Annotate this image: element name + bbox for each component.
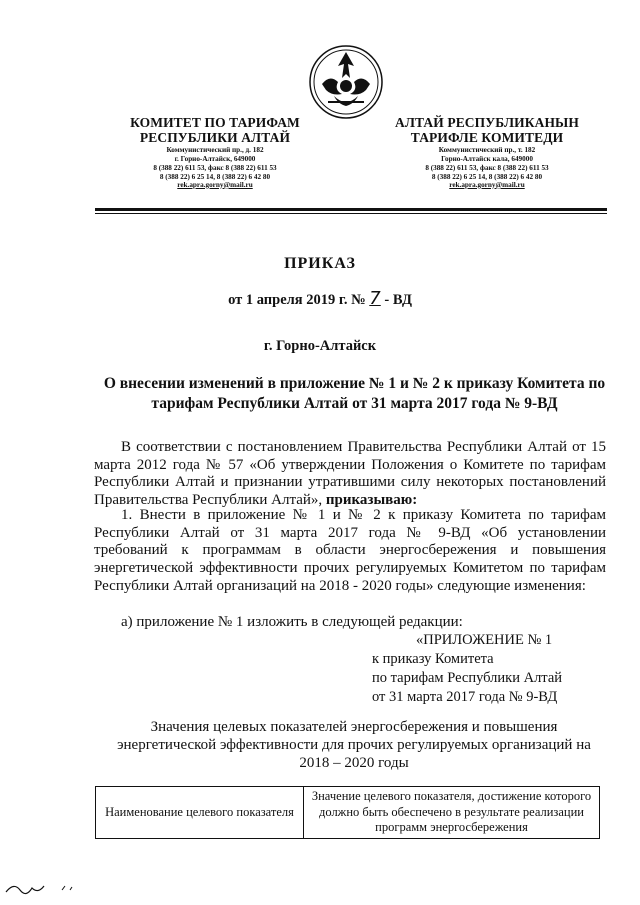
header-right-title1: АЛТАЙ РЕСПУБЛИКАНЫН — [394, 115, 580, 130]
header-left-phone2: 8 (388 22) 6 25 14, 8 (388 22) 6 42 80 — [159, 172, 271, 181]
order-date: от 1 апреля 2019 г. № — [228, 292, 366, 308]
header-left — [100, 116, 330, 190]
appendix-line4: от 31 марта 2017 года № 9-ВД — [372, 689, 558, 705]
header-right-email[interactable]: rek.apra.gorny@mail.ru — [449, 180, 525, 189]
header-left-title2: РЕСПУБЛИКИ АЛТАЙ — [139, 129, 291, 145]
order-city: г. Горно-Алтайск — [263, 338, 377, 354]
paragraph-preamble — [94, 439, 606, 510]
preamble-order-word: приказываю: — [325, 492, 418, 509]
header-left-phone1: 8 (388 22) 611 53, факс 8 (388 22) 611 53 — [153, 163, 277, 172]
header-right-phone2: 8 (388 22) 6 25 14, 8 (388 22) 6 42 80 — [431, 172, 543, 181]
table-header-row — [96, 787, 600, 839]
order-suffix: - ВД — [384, 292, 412, 308]
order-date-line — [0, 288, 640, 309]
preamble-text: В соответствии с постановлением Правительства Республики Алтай от 15 марта 2012 года № 57 «Об утверждении Положения о Комитете по тарифам Республики Алтай и признании утратившими силу некоторых постановлений Правительства Республики Алтай», — [94, 439, 606, 509]
header-divider-thick — [95, 208, 607, 211]
header-left-address: Коммунистический пр., д. 182 — [166, 145, 264, 154]
signature-mark — [4, 878, 84, 898]
header-left-title1: КОМИТЕТ ПО ТАРИФАМ — [130, 115, 300, 130]
indicators-table — [95, 786, 600, 839]
table-header-value: Значение целевого показателя, достижение которого должно быть обеспечено в результате реализации программ энергосбережения — [304, 787, 600, 839]
appendix-line1: «ПРИЛОЖЕНИЕ № 1 — [416, 632, 553, 648]
coat-of-arms-emblem — [308, 44, 384, 120]
appendix-line3: по тарифам Республики Алтай — [372, 670, 563, 686]
paragraph-item-a: а) приложение № 1 изложить в следующей редакции: — [121, 614, 463, 630]
header-right-address: Коммунистический пр., т. 182 — [438, 145, 536, 154]
header-right-title2: ТАРИФЛЕ КОМИТЕДИ — [410, 129, 564, 145]
header-divider-thin — [95, 213, 607, 214]
appendix-line2: к приказу Комитета — [372, 651, 494, 667]
values-title: Значения целевых показателей энергосбережения и повышения энергетической эффективности для прочих регулируемых организаций на 2018 – 2020 годы — [117, 719, 591, 771]
order-title: ПРИКАЗ — [284, 255, 356, 272]
order-subject: О внесении изменений в приложение № 1 и № 2 к приказу Комитета по тарифам Республики Алтай от 31 марта 2017 года № 9-ВД — [103, 375, 606, 413]
header-right-phone1: 8 (388 22) 611 53, факс 8 (388 22) 611 53 — [425, 163, 549, 172]
header-right-city: Горно-Алтайск кала, 649000 — [441, 154, 533, 163]
paragraph-item-1: 1. Внести в приложение № 1 и № 2 к приказу Комитета по тарифам Республики Алтай от 31 марта 2017 года № 9-ВД «Об установлении требований к программам в области энергосбережения и повышения энергетической эффективности прочих регулируемых Комитетом по тарифам Республики Алтай организаций на 2018 - 2020 годы» следующие изменения: — [94, 507, 606, 594]
header-left-city: г. Горно-Алтайск, 649000 — [174, 154, 256, 163]
order-number: 7 — [369, 288, 381, 309]
header-left-email[interactable]: rek.apra.gorny@mail.ru — [177, 180, 253, 189]
table-header-name: Наименование целевого показателя — [96, 787, 304, 839]
header-right — [372, 116, 602, 190]
